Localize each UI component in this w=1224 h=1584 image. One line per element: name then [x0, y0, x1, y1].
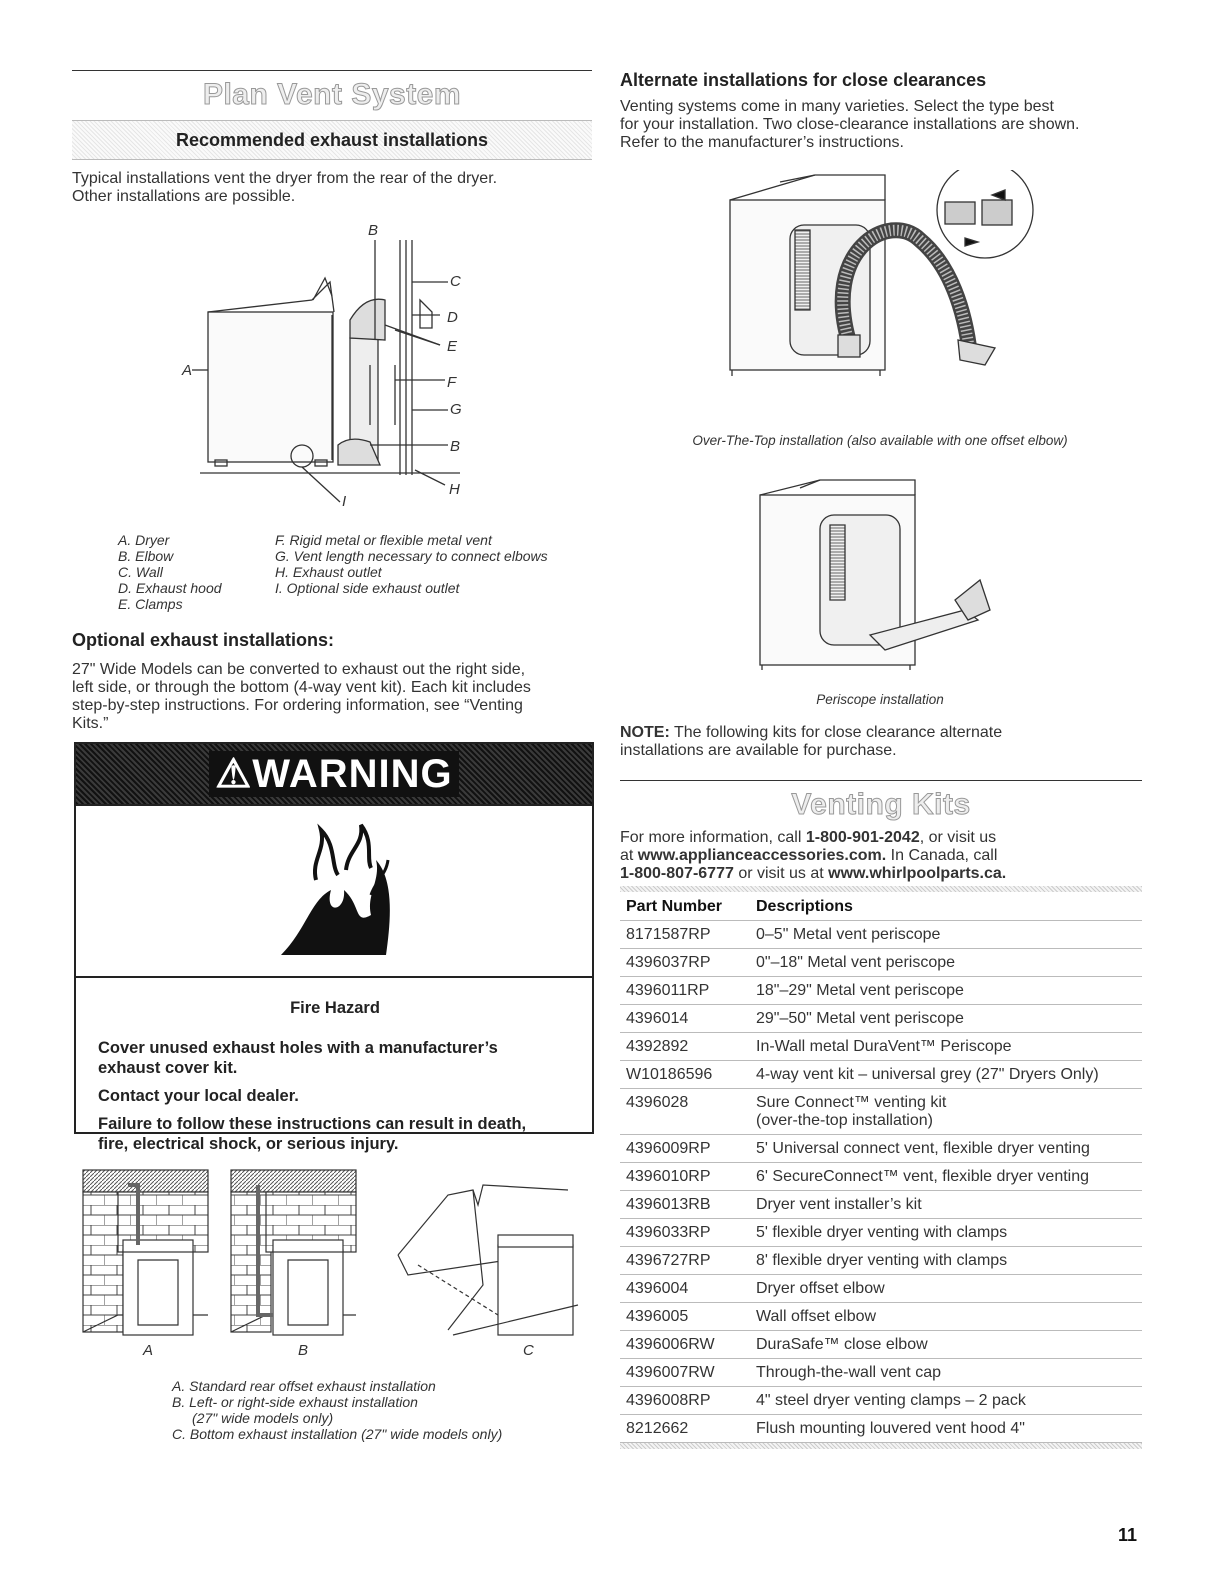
warning-banner: [76, 744, 592, 804]
diagram-label: C: [450, 273, 461, 290]
part-number-cell: 4396011RP: [620, 977, 750, 1005]
part-number-cell: 4396005: [620, 1303, 750, 1331]
kits-section-title: Venting Kits: [791, 788, 971, 821]
diagram-label: F: [447, 374, 457, 391]
table-row: [620, 1247, 1142, 1275]
figure-label: C: [523, 1342, 534, 1359]
note-label: NOTE:: [620, 724, 670, 741]
table-row: [620, 1275, 1142, 1303]
part-number-cell: 4396009RP: [620, 1135, 750, 1163]
description-cell: 0"–18" Metal vent periscope: [750, 949, 1142, 977]
figure-label: B: [298, 1342, 309, 1359]
legend-item: E. Clamps: [118, 596, 183, 612]
part-number-cell: 4396010RP: [620, 1163, 750, 1191]
part-number-cell: 4396014: [620, 1005, 750, 1033]
description-cell: 4-way vent kit – universal grey (27" Dryers Only): [750, 1061, 1142, 1089]
plan-intro-line: Typical installations vent the dryer from the rear of the dryer.: [72, 170, 498, 187]
plan-intro-line: Other installations are possible.: [72, 188, 296, 205]
part-number-cell: 4396004: [620, 1275, 750, 1303]
diagram-label: D: [447, 309, 458, 326]
legend-item: I. Optional side exhaust outlet: [275, 580, 460, 596]
kits-table: [620, 893, 1142, 1443]
table-row: [620, 1005, 1142, 1033]
part-number-cell: W10186596: [620, 1061, 750, 1089]
description-cell: 4" steel dryer venting clamps – 2 pack: [750, 1387, 1142, 1415]
col-part-number: Part Number: [620, 893, 750, 921]
table-row: [620, 1089, 1142, 1135]
exhaust-installations-figures: [78, 1165, 590, 1365]
figure-label: A: [143, 1342, 154, 1359]
part-number-cell: 8212662: [620, 1415, 750, 1443]
fig-caption: (27" wide models only): [192, 1410, 334, 1426]
kits-divider: [620, 886, 1142, 892]
kits-table-bottom-band: [620, 1443, 1142, 1449]
warning-text: [76, 978, 592, 1154]
kits-info-text: For more information, call: [620, 829, 806, 846]
warning-line: Cover unused exhaust holes with a manufacturer’s: [98, 1039, 498, 1057]
table-row: [620, 977, 1142, 1005]
note-text: [620, 724, 1142, 760]
table-row: [620, 1163, 1142, 1191]
alternate-line: Venting systems come in many varieties. Select the type best: [620, 98, 1054, 115]
figure-c: [398, 1185, 578, 1335]
legend-item: C. Wall: [118, 564, 163, 580]
table-row: [620, 1033, 1142, 1061]
part-number-cell: 4396013RB: [620, 1191, 750, 1219]
part-number-cell: 8171587RP: [620, 921, 750, 949]
alternate-line: Refer to the manufacturer’s instructions.: [620, 134, 904, 151]
legend-item: G. Vent length necessary to connect elbows: [275, 548, 548, 564]
optional-heading: Optional exhaust installations:: [72, 630, 335, 650]
description-cell: Flush mounting louvered vent hood 4": [750, 1415, 1142, 1443]
optional-line: Kits.”: [72, 715, 109, 732]
description-cell: DuraSafe™ close elbow: [750, 1331, 1142, 1359]
part-number-cell: 4396727RP: [620, 1247, 750, 1275]
part-number-cell: 4396037RP: [620, 949, 750, 977]
plan-intro: [72, 170, 592, 206]
warning-line: Contact your local dealer.: [98, 1087, 299, 1105]
recommended-exhaust-diagram: [170, 220, 480, 510]
alternate-text: [620, 98, 1142, 152]
warning-line: Failure to follow these instructions can result in death,: [98, 1115, 527, 1133]
warning-box: [74, 742, 594, 1153]
legend-item: B. Elbow: [118, 548, 174, 564]
url-ca-link[interactable]: www.whirlpoolparts.ca.: [828, 865, 1007, 882]
fig-caption: B. Left- or right-side exhaust installation: [172, 1394, 418, 1410]
col-descriptions: Descriptions: [750, 893, 1142, 921]
fig-caption: C. Bottom exhaust installation (27" wide models only): [172, 1426, 503, 1442]
table-row: [620, 1135, 1142, 1163]
diagram-label: G: [450, 401, 462, 418]
kits-info-text: In Canada, call: [886, 847, 998, 864]
description-cell: 0–5" Metal vent periscope: [750, 921, 1142, 949]
part-number-cell: 4392892: [620, 1033, 750, 1061]
warning-banner-text: ⚠WARNING: [209, 751, 458, 797]
legend-item: F. Rigid metal or flexible metal vent: [275, 532, 492, 548]
warning-hazard: Fire Hazard: [290, 999, 380, 1017]
diagram-label: B: [368, 222, 379, 239]
phone-ca[interactable]: 1-800-807-6777: [620, 865, 734, 882]
periscope-diagram: [750, 470, 1000, 675]
description-cell: 6' SecureConnect™ vent, flexible dryer venting: [750, 1163, 1142, 1191]
description-cell: 29"–50" Metal vent periscope: [750, 1005, 1142, 1033]
kits-info-text: at: [620, 847, 638, 864]
table-row: [620, 1359, 1142, 1387]
table-row: [620, 921, 1142, 949]
part-number-cell: 4396028: [620, 1089, 750, 1135]
legend-item: H. Exhaust outlet: [275, 564, 382, 580]
diagram-label: B: [450, 438, 461, 455]
description-cell: 5' flexible dryer venting with clamps: [750, 1219, 1142, 1247]
warning-line: exhaust cover kit.: [98, 1059, 238, 1077]
table-row: [620, 1387, 1142, 1415]
description-cell: Dryer vent installer’s kit: [750, 1191, 1142, 1219]
alternate-heading: Alternate installations for close clearances: [620, 70, 987, 90]
part-number-cell: 4396008RP: [620, 1387, 750, 1415]
description-cell: Wall offset elbow: [750, 1303, 1142, 1331]
phone-us[interactable]: 1-800-901-2042: [805, 829, 920, 846]
warning-line: fire, electrical shock, or serious injury.: [98, 1135, 399, 1153]
description-cell: 8' flexible dryer venting with clamps: [750, 1247, 1142, 1275]
kits-info-text: , or visit us: [919, 829, 997, 846]
table-row: [620, 1303, 1142, 1331]
fire-icon: [276, 820, 396, 960]
legend-right: [275, 532, 595, 596]
diagram-label: E: [447, 338, 458, 355]
periscope-caption: Periscope installation: [816, 692, 944, 707]
table-row: [620, 1061, 1142, 1089]
alternate-line: for your installation. Two close-clearance installations are shown.: [620, 116, 1080, 133]
legend-left: [118, 532, 258, 612]
kits-table-wrap: [620, 893, 1142, 1449]
kits-info-text: or visit us at: [733, 865, 829, 882]
figure-a: [83, 1170, 208, 1335]
kits-table-header: [620, 893, 1142, 921]
diagram-label: H: [449, 481, 460, 498]
legend-item: D. Exhaust hood: [118, 580, 222, 596]
description-cell: In-Wall metal DuraVent™ Periscope: [750, 1033, 1142, 1061]
kits-top-rule: [620, 780, 1142, 781]
optional-text: [72, 661, 592, 733]
part-number-cell: 4396033RP: [620, 1219, 750, 1247]
description-cell: Dryer offset elbow: [750, 1275, 1142, 1303]
bottom-figs-captions: [172, 1378, 592, 1442]
fire-pictogram-area: [76, 804, 592, 978]
description-cell: 18"–29" Metal vent periscope: [750, 977, 1142, 1005]
table-row: [620, 949, 1142, 977]
part-number-cell: 4396007RW: [620, 1359, 750, 1387]
kits-info: [620, 829, 1142, 883]
kits-table-body: [620, 921, 1142, 1443]
recommended-heading: Recommended exhaust installations: [175, 130, 489, 150]
note-line: installations are available for purchase.: [620, 742, 897, 759]
figure-b: [231, 1170, 356, 1335]
description-cell: 5' Universal connect vent, flexible dryer venting: [750, 1135, 1142, 1163]
table-row: [620, 1331, 1142, 1359]
note-line: The following kits for close clearance alternate: [669, 724, 1003, 741]
optional-line: step-by-step instructions. For ordering information, see “Venting: [72, 697, 523, 714]
legend-item: A. Dryer: [118, 532, 170, 548]
diagram-label: I: [342, 493, 347, 510]
page-number: 11: [1118, 1525, 1138, 1545]
over-the-top-diagram: [720, 170, 1040, 380]
table-row: [620, 1191, 1142, 1219]
table-row: [620, 1219, 1142, 1247]
recommended-band: [72, 120, 592, 160]
url-us-link[interactable]: www.applianceaccessories.com.: [637, 847, 887, 864]
table-row: [620, 1415, 1142, 1443]
plan-top-rule: [72, 70, 592, 71]
over-the-top-caption: Over-The-Top installation (also available with one offset elbow): [692, 433, 1068, 448]
diagram-label: A: [182, 362, 193, 379]
description-cell: Sure Connect™ venting kit (over-the-top installation): [750, 1089, 1142, 1135]
fig-caption: A. Standard rear offset exhaust installation: [172, 1378, 436, 1394]
optional-line: left side, or through the bottom (4-way vent kit). Each kit includes: [72, 679, 531, 696]
part-number-cell: 4396006RW: [620, 1331, 750, 1359]
optional-line: 27" Wide Models can be converted to exhaust out the right side,: [72, 661, 526, 678]
description-cell: Through-the-wall vent cap: [750, 1359, 1142, 1387]
plan-section-title: Plan Vent System: [202, 78, 462, 111]
